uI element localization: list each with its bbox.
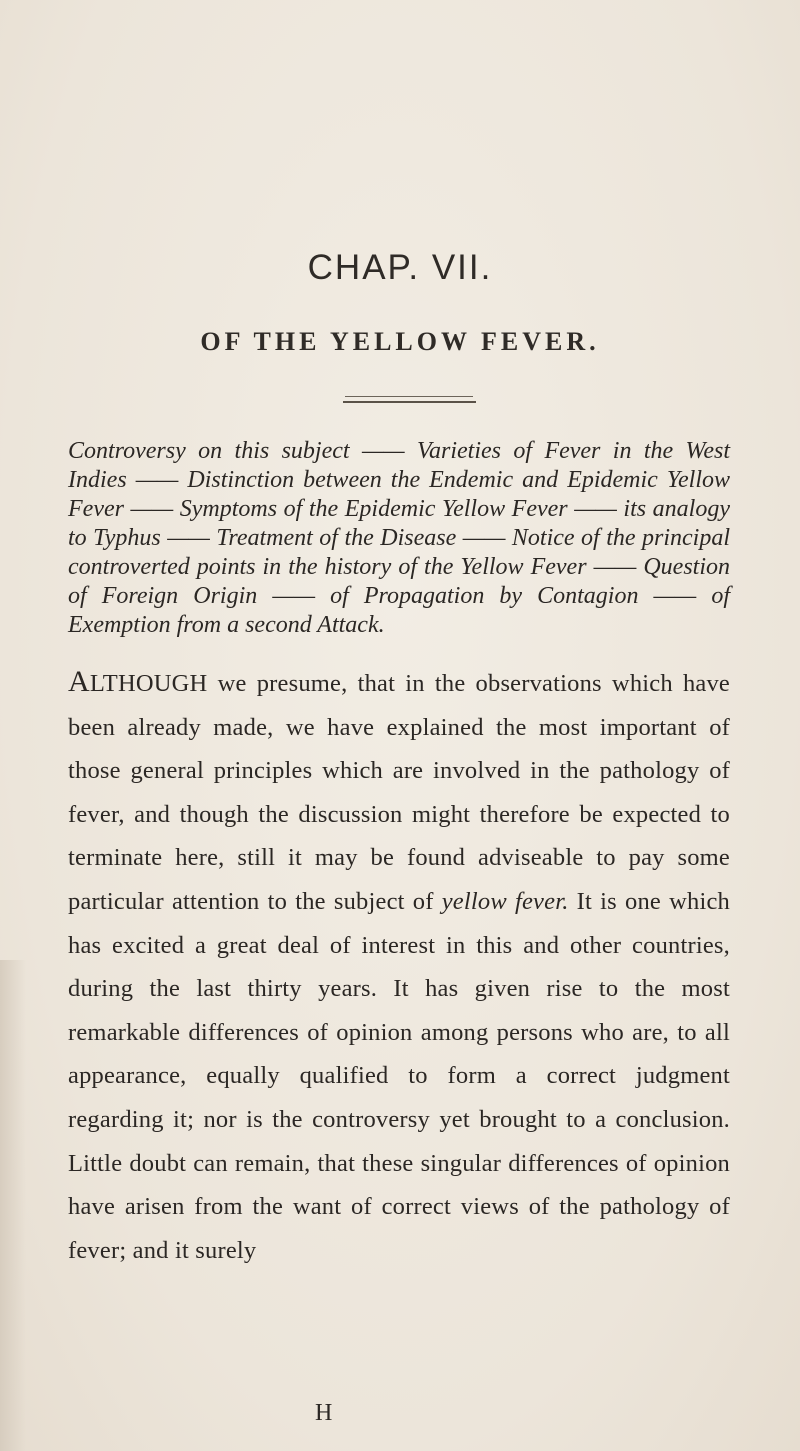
chapter-summary-text: Controversy on this subject —— Varieties of Fever in the West Indies —— Distinction between the Endemic and Epidemic Yellow Fever —— Symptoms of the Epidemic Yellow Fever —— its analogy to Typhus —— Treatment of the Disease —— Notice of the principal controverted points in the history of the Yellow Fever —— Question of Foreign Origin —— of Propagation by Contagion —— of Exemption from a second Attack. — [68, 438, 730, 638]
body-text-part2: It is one which has excited a great deal of interest in this and other countries, during the last thirty years. It has given rise to the most remarkable differences of opinion among persons who are, to all appearance, equally qualified to form a correct judgment regarding it; nor is the controversy yet brought to a conclusion. Little doubt can remain, that these singular differences of opinion have arisen from the want of correct views of the pathology of fever; and it surely — [68, 887, 730, 1264]
body-emphasis: yellow fever. — [441, 887, 569, 915]
page-edge-shadow — [0, 960, 26, 1451]
chapter-summary — [68, 437, 730, 640]
opening-word: LTHOUGH — [89, 670, 208, 697]
catchword: H — [315, 1400, 333, 1426]
title-rule-thick — [343, 401, 476, 403]
chapter-title: OF THE YELLOW FEVER. — [200, 327, 600, 356]
body-text-part1: we presume, that in the observations which have been already made, we have explained the most important of those general principles which are involved in the pathology of fever, and though the discussion might therefore be expected to terminate here, still it may be found adviseable to pay some particular attention to the subject of — [68, 670, 730, 915]
chapter-heading: CHAP. VII. — [307, 248, 493, 287]
drop-cap: A — [68, 665, 90, 698]
body-paragraph — [68, 660, 730, 1272]
title-rule-thin — [345, 396, 473, 397]
